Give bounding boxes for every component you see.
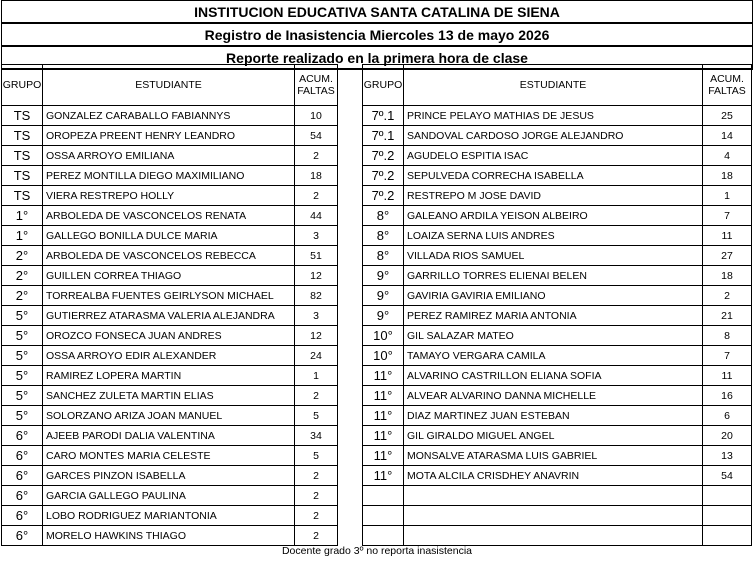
absences-cell: 3 — [295, 226, 338, 246]
student-name-cell: GAVIRIA GAVIRIA EMILIANO — [404, 286, 703, 306]
table-row — [363, 466, 752, 486]
table-row — [363, 106, 752, 126]
absences-cell: 21 — [703, 306, 752, 326]
table-row — [2, 126, 338, 146]
group-cell: 11° — [363, 466, 404, 486]
absences-cell: 4 — [703, 146, 752, 166]
student-name-cell: AGUDELO ESPITIA ISAC — [404, 146, 703, 166]
student-name-cell: OSSA ARROYO EDIR ALEXANDER — [43, 346, 295, 366]
student-name-cell: GARCIA GALLEGO PAULINA — [43, 486, 295, 506]
absences-cell: 2 — [295, 186, 338, 206]
table-row — [363, 366, 752, 386]
absences-cell: 2 — [703, 286, 752, 306]
table-row — [363, 246, 752, 266]
absences-cell: 24 — [295, 346, 338, 366]
absences-cell: 2 — [295, 526, 338, 546]
attendance-sheet — [1, 0, 753, 70]
table-row — [2, 346, 338, 366]
student-name-cell: CARO MONTES MARIA CELESTE — [43, 446, 295, 466]
student-name-cell: TORREALBA FUENTES GEIRLYSON MICHAEL — [43, 286, 295, 306]
faltas-header-line1: ACUM. — [710, 73, 744, 85]
student-name-cell: VILLADA RIOS SAMUEL — [404, 246, 703, 266]
student-name-cell: RESTREPO M JOSE DAVID — [404, 186, 703, 206]
school-title — [1, 0, 753, 22]
student-name-cell: ALVEAR ALVARINO DANNA MICHELLE — [404, 386, 703, 406]
table-row — [363, 126, 752, 146]
table-row — [2, 366, 338, 386]
absences-cell: 18 — [703, 166, 752, 186]
group-cell: 11° — [363, 386, 404, 406]
student-name-cell: SEPULVEDA CORRECHA ISABELLA — [404, 166, 703, 186]
group-cell: 11° — [363, 366, 404, 386]
absences-cell: 3 — [295, 306, 338, 326]
student-name-cell: GALLEGO BONILLA DULCE MARIA — [43, 226, 295, 246]
group-cell: TS — [2, 126, 43, 146]
absences-cell: 18 — [703, 266, 752, 286]
register-title — [1, 22, 753, 45]
group-cell: TS — [2, 106, 43, 126]
student-name-cell: MORELO HAWKINS THIAGO — [43, 526, 295, 546]
group-cell: 10° — [363, 346, 404, 366]
student-name-cell: MONSALVE ATARASMA LUIS GABRIEL — [404, 446, 703, 466]
group-cell: 7º.1 — [363, 126, 404, 146]
student-name-cell: AJEEB PARODI DALIA VALENTINA — [43, 426, 295, 446]
group-cell: 6° — [2, 486, 43, 506]
student-name-cell: GUTIERREZ ATARASMA VALERIA ALEJANDRA — [43, 306, 295, 326]
table-row — [363, 406, 752, 426]
right-header-row — [363, 65, 752, 106]
student-name-cell: TAMAYO VERGARA CAMILA — [404, 346, 703, 366]
student-name-cell: SANCHEZ ZULETA MARTIN ELIAS — [43, 386, 295, 406]
absences-cell: 7 — [703, 206, 752, 226]
group-cell: 5° — [2, 306, 43, 326]
group-cell: 11° — [363, 426, 404, 446]
table-row — [363, 186, 752, 206]
student-name-cell: LOAIZA SERNA LUIS ANDRES — [404, 226, 703, 246]
right-attendance-table — [362, 64, 752, 546]
group-cell: 6° — [2, 506, 43, 526]
student-name-cell: OROPEZA PREENT HENRY LEANDRO — [43, 126, 295, 146]
group-cell: 7º.1 — [363, 106, 404, 126]
group-cell: 6° — [2, 526, 43, 546]
table-row — [2, 526, 338, 546]
table-row — [2, 386, 338, 406]
absences-cell: 54 — [703, 466, 752, 486]
register-title-text: Registro de Inasistencia Miercoles 13 de mayo 2026 — [204, 26, 550, 43]
student-name-cell: ARBOLEDA DE VASCONCELOS RENATA — [43, 206, 295, 226]
table-row — [363, 486, 752, 506]
table-row — [363, 206, 752, 226]
table-row — [2, 446, 338, 466]
absences-cell: 1 — [295, 366, 338, 386]
table-row — [2, 226, 338, 246]
table-row — [363, 446, 752, 466]
absences-cell: 8 — [703, 326, 752, 346]
group-cell: 5° — [2, 366, 43, 386]
student-name-cell: RAMIREZ LOPERA MARTIN — [43, 366, 295, 386]
grupo-header: GRUPO — [363, 65, 404, 106]
student-name-cell: LOBO RODRIGUEZ MARIANTONIA — [43, 506, 295, 526]
table-row — [2, 266, 338, 286]
table-row — [2, 406, 338, 426]
group-cell: 7º.2 — [363, 166, 404, 186]
group-cell: TS — [2, 146, 43, 166]
absences-cell: 13 — [703, 446, 752, 466]
group-cell: 2° — [2, 286, 43, 306]
table-row — [363, 386, 752, 406]
absences-cell: 2 — [295, 486, 338, 506]
student-name-cell: ARBOLEDA DE VASCONCELOS REBECCA — [43, 246, 295, 266]
absences-cell: 2 — [295, 506, 338, 526]
absences-cell: 54 — [295, 126, 338, 146]
student-name-cell: SOLORZANO ARIZA JOAN MANUEL — [43, 406, 295, 426]
table-row — [363, 306, 752, 326]
absences-cell: 10 — [295, 106, 338, 126]
absences-cell: 5 — [295, 406, 338, 426]
absences-cell: 20 — [703, 426, 752, 446]
student-name-cell — [404, 506, 703, 526]
student-name-cell: GARRILLO TORRES ELIENAI BELEN — [404, 266, 703, 286]
group-cell: 6° — [2, 466, 43, 486]
group-cell: 1° — [2, 226, 43, 246]
student-name-cell: MOTA ALCILA CRISDHEY ANAVRIN — [404, 466, 703, 486]
group-cell: 11° — [363, 446, 404, 466]
group-cell: 9° — [363, 286, 404, 306]
group-cell: 2° — [2, 246, 43, 266]
group-cell: 5° — [2, 386, 43, 406]
absences-cell — [703, 506, 752, 526]
report-subtitle-text: Reporte realizado en la primera hora de clase — [226, 49, 528, 66]
student-name-cell: GIL SALAZAR MATEO — [404, 326, 703, 346]
table-row — [363, 506, 752, 526]
absences-cell: 5 — [295, 446, 338, 466]
faltas-header — [703, 65, 752, 106]
absences-cell: 11 — [703, 226, 752, 246]
absences-cell: 7 — [703, 346, 752, 366]
table-row — [363, 286, 752, 306]
table-row — [2, 306, 338, 326]
group-cell — [363, 526, 404, 546]
absences-cell: 1 — [703, 186, 752, 206]
group-cell: 5° — [2, 326, 43, 346]
group-cell: 6° — [2, 426, 43, 446]
student-name-cell — [404, 526, 703, 546]
group-cell: TS — [2, 186, 43, 206]
table-row — [2, 506, 338, 526]
student-name-cell: GONZALEZ CARABALLO FABIANNYS — [43, 106, 295, 126]
table-row — [363, 346, 752, 366]
table-row — [2, 426, 338, 446]
student-name-cell: ALVARINO CASTRILLON ELIANA SOFIA — [404, 366, 703, 386]
faltas-header — [295, 65, 338, 106]
student-name-cell — [404, 486, 703, 506]
group-cell: 7º.2 — [363, 146, 404, 166]
absences-cell — [703, 526, 752, 546]
group-cell: 8° — [363, 226, 404, 246]
table-row — [363, 326, 752, 346]
table-row — [2, 146, 338, 166]
table-row — [2, 166, 338, 186]
group-cell: 9° — [363, 266, 404, 286]
faltas-header-line2: FALTAS — [297, 85, 335, 97]
table-row — [2, 326, 338, 346]
group-cell: 8° — [363, 206, 404, 226]
student-name-cell: SANDOVAL CARDOSO JORGE ALEJANDRO — [404, 126, 703, 146]
student-name-cell: PEREZ RAMIREZ MARIA ANTONIA — [404, 306, 703, 326]
absences-cell: 2 — [295, 146, 338, 166]
student-name-cell: GALEANO ARDILA YEISON ALBEIRO — [404, 206, 703, 226]
group-cell: 1° — [2, 206, 43, 226]
student-name-cell: GARCES PINZON ISABELLA — [43, 466, 295, 486]
table-row — [2, 286, 338, 306]
absences-cell: 12 — [295, 266, 338, 286]
group-cell: 2° — [2, 266, 43, 286]
group-cell: 7º.2 — [363, 186, 404, 206]
table-row — [2, 106, 338, 126]
table-row — [363, 146, 752, 166]
table-row — [2, 246, 338, 266]
group-cell: 10° — [363, 326, 404, 346]
absences-cell: 16 — [703, 386, 752, 406]
table-row — [363, 166, 752, 186]
footnote: Docente grado 3º no reporta inasistencia — [281, 545, 473, 557]
student-name-cell: VIERA RESTREPO HOLLY — [43, 186, 295, 206]
group-cell: 5° — [2, 406, 43, 426]
student-name-cell: DIAZ MARTINEZ JUAN ESTEBAN — [404, 406, 703, 426]
table-row — [363, 266, 752, 286]
student-name-cell: OROZCO FONSECA JUAN ANDRES — [43, 326, 295, 346]
grupo-header: GRUPO — [2, 65, 43, 106]
table-row — [2, 486, 338, 506]
table-row — [2, 186, 338, 206]
group-cell: 8° — [363, 246, 404, 266]
student-name-cell: GIL GIRALDO MIGUEL ANGEL — [404, 426, 703, 446]
absences-cell: 18 — [295, 166, 338, 186]
absences-cell: 44 — [295, 206, 338, 226]
student-name-cell: PRINCE PELAYO MATHIAS DE JESUS — [404, 106, 703, 126]
absences-cell: 27 — [703, 246, 752, 266]
left-attendance-table — [1, 64, 338, 546]
absences-cell: 34 — [295, 426, 338, 446]
estudiante-header: ESTUDIANTE — [43, 65, 295, 106]
school-title-text: INSTITUCION EDUCATIVA SANTA CATALINA DE SIENA — [194, 3, 560, 20]
absences-cell: 11 — [703, 366, 752, 386]
group-cell: TS — [2, 166, 43, 186]
table-row — [363, 226, 752, 246]
absences-cell: 12 — [295, 326, 338, 346]
absences-cell: 2 — [295, 386, 338, 406]
absences-cell — [703, 486, 752, 506]
absences-cell: 14 — [703, 126, 752, 146]
absences-cell: 6 — [703, 406, 752, 426]
table-row — [363, 526, 752, 546]
group-cell — [363, 506, 404, 526]
student-name-cell: OSSA ARROYO EMILIANA — [43, 146, 295, 166]
table-row — [2, 466, 338, 486]
absences-cell: 51 — [295, 246, 338, 266]
absences-cell: 82 — [295, 286, 338, 306]
faltas-header-line1: ACUM. — [299, 73, 333, 85]
left-header-row — [2, 65, 338, 106]
student-name-cell: GUILLEN CORREA THIAGO — [43, 266, 295, 286]
table-row — [363, 426, 752, 446]
group-cell: 11° — [363, 406, 404, 426]
absences-cell: 2 — [295, 466, 338, 486]
group-cell: 6° — [2, 446, 43, 466]
estudiante-header: ESTUDIANTE — [404, 65, 703, 106]
absences-cell: 25 — [703, 106, 752, 126]
group-cell: 5° — [2, 346, 43, 366]
group-cell — [363, 486, 404, 506]
student-name-cell: PEREZ MONTILLA DIEGO MAXIMILIANO — [43, 166, 295, 186]
group-cell: 9° — [363, 306, 404, 326]
table-row — [2, 206, 338, 226]
faltas-header-line2: FALTAS — [708, 85, 746, 97]
